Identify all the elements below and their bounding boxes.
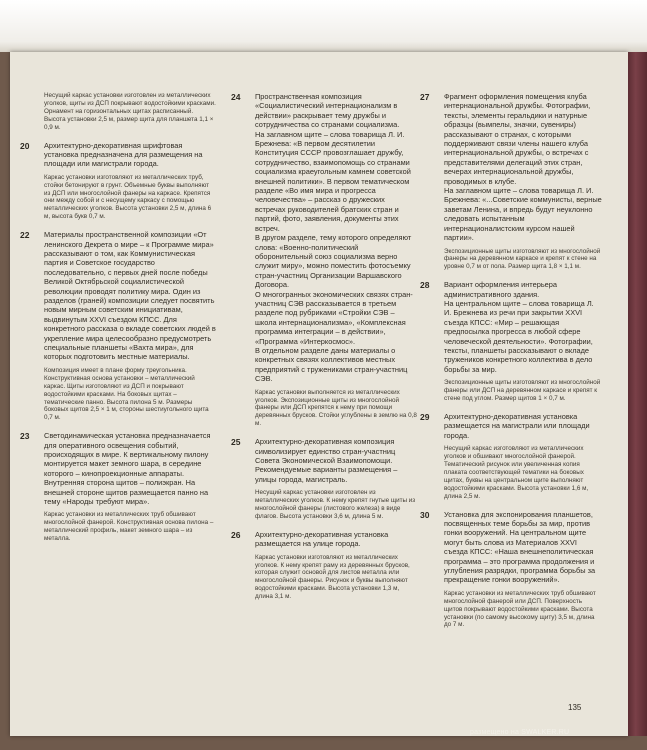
entry xyxy=(231,92,417,428)
entry-number: 30 xyxy=(420,509,430,520)
entry-number: 26 xyxy=(231,529,241,540)
entry-title: Материалы пространственной композиции «От ленинского Декрета о мире – к Программе мира» рассказывают о том, как Коммунистическая партия и Советское государство последовательно, с первых дней после победы Великой Октябрьской социалистической революции проводят политику мира. Один из разделов (граней) композиции следует посвятить новым мирным советским инициативам, выдвинутым XXVI съездом КПСС. Для конкретного рассказа о вкладе советских людей в укрепление мира целесообразно предусмотреть специальные планшеты «Вахта мира», для которых подготовить местные материалы. xyxy=(44,230,216,362)
page-number: 135 xyxy=(568,703,582,712)
entry-number: 22 xyxy=(20,230,30,241)
entry-detail: Каркас установки изготовляют из металлических уголков. К нему крепят раму из деревянных брусков, которая служит основой для листов металла или многослойной фанеры. Рисунок и буквы выполняют водостойкими красками. Высота установки 1,3 м, длина 3,1 м. xyxy=(255,553,410,601)
top-shadow-band xyxy=(0,0,647,52)
text-column-middle xyxy=(231,92,417,610)
entry xyxy=(231,530,417,601)
watermark-text: размещено на SWALKER.RU xyxy=(470,729,570,736)
entry-detail: Каркас установки выполняется из металлических уголков. Экспозиционные щиты из многослойной фанеры или ДСП крепятся к нему при помощи деревянных брусков. Стойки углублены в землю на 0,8 м. xyxy=(255,388,417,428)
entry-number: 27 xyxy=(420,92,430,102)
entry xyxy=(20,141,216,222)
entry-title: Пространственная композиция «Социалистический интернационализм в действии» раскрывает тему дружбы и сотрудничества со странами социализма. На заглавном щите – слова товарища Л. И. Брежнева: «В первом десятилетии Конституция СССР провозглашает дружбу, сотрудничество, взаимопомощь со странами социализма краеугольным камнем советской внешней политики». В первом тематическом разделе «Во имя мира и прогресса человечества» – рассказ о дружеских встречах руководителей братских стран и партий, фото, заявления, документы этих встреч. В другом разделе, тему которого определяют слова: «Военно-политический оборонительный союз социализма верно служит миру», можно поместить фотосъемку стран-участниц Организации Варшавского Договора. О многогранных экономических связях стран-участниц СЭВ рассказывается в третьем разделе под рубриками «Стройки СЭВ – школа интернационализма», «Комплексная программа интеграции – в действии», «Программа «Интеркосмос». В отдельном разделе даны материалы о конкретных связях коллективов местных предприятий с тружениками стран-участниц СЭВ. xyxy=(255,92,413,384)
entry-number: 23 xyxy=(20,431,30,442)
book-binding xyxy=(628,52,647,736)
entry-detail: Несущий каркас изготовляют из металлических уголков и обшивают многослойной фанерой. Тематический рисунок или увеличенная копия плаката соответствующей тематики на боковых щитах, буквы на центральном щите выполняют водостойкими красками. Высота установки 1,6 м, длина 2,5 м. xyxy=(444,445,589,500)
entry-title: Архитектурно-декоративная шрифтовая установка предназначена для размещения на площади или магистрали города. xyxy=(44,140,203,169)
entry-detail: Экспозиционные щиты изготовляют из многослойной фанеры на деревянном каркасе и крепят к стене на уровне 0,7 м от пола. Размер щита 1,8 × 1,1 м. xyxy=(444,247,601,271)
entry-number: 24 xyxy=(231,92,241,102)
text-column-right xyxy=(420,92,602,638)
entry-number: 25 xyxy=(231,437,241,448)
entry xyxy=(420,92,602,271)
entry-number: 28 xyxy=(420,280,430,291)
entry-title: Светодинамическая установка предназначается для оперативного освещения событий, происходящих в мире. К вертикальному пилону монтируется макет земного шара, в середине которого – кинопроекционные аппараты. Внутренняя сторона щитов – полиэкран. На внешней стороне щитов размещается панно на тему «Народы требуют мира». xyxy=(44,431,211,507)
entry-detail: Каркас установки из металлических труб обшивают многослойной фанерой или ДСП. Поверхность щитов покрывают водостойкими красками. Высота установки (по самому высокому щиту) 3,5 м, длина до 7 м. xyxy=(444,589,596,629)
entry-title: Фрагмент оформления помещения клуба интернациональной дружбы. Фотографии, тексты, элементы геральдики и натурные образцы (вымпелы, значки, сувениры) рассказывают о странах, с которыми поддерживают связи члены нашего клуба интернациональной дружбы, о встречах с представителями делегаций этих стран, вечерах интернациональной дружбы, проводимых в клубе. На заглавном щите – слова товарища Л. И. Брежнева: «...Советские коммунисты, верные заветам Ленина, и впредь будут неуклонно следовать испытанным интернационалистским курсом нашей партии». xyxy=(444,92,602,243)
entry-detail: Каркас установки изготовляют из металлических труб, стойки бетонируют в грунт. Объемные буквы выполняют из ДСП или многослойной фанеры на каркасе. Крепятся они между собой и с несущему каркасу с помощью металлических уголков. Высота установки 2,5 м, длина 6 м, высота букв 0,7 м. xyxy=(44,173,212,221)
entry-detail: Композиция имеет в плане форму треугольника. Конструктивная основа установки – металлический каркас. Щиты изготовляют из ДСП и покрывают водостойкими красками. На боковых щитах – тематические панно. Высота пилона 5 м. Размеры боковых щитов 2,5 × 1 м, стороны шестиугольного щита 0,7 м. xyxy=(44,366,209,422)
entry-title: Архитектурно-декоративная установка размещается на улице города. xyxy=(255,529,389,549)
entry-detail: Несущий каркас установки изготовлен из металлических уголков. К нему крепят гнутые щиты из многослойной фанеры (листового железа) в виде флагов. Высота установки 3,6 м, длина 5 м. xyxy=(255,489,416,520)
lead-paragraph: Несущий каркас установки изготовлен из металлических уголков, щиты из ДСП покрывают водостойкими красками. Орнамент на горизонтальных щитах расписанный. Высота установки 2,5 м, размер щита для планшета 1,1 × 0,9 м. xyxy=(44,92,216,131)
entry xyxy=(420,510,602,630)
text-column-left xyxy=(20,92,216,552)
entry-detail: Каркас установки из металлических труб обшивают многослойной фанерой. Конструктивная основа пилона – металлический профиль, макет земного шара – из металла. xyxy=(44,511,214,543)
entry-number: 29 xyxy=(420,412,430,422)
entry-title: Архитектурно-декоративная установка размещается на магистрали или площади города. xyxy=(444,412,590,440)
entry xyxy=(420,280,602,403)
entry xyxy=(231,437,417,521)
entry xyxy=(420,412,602,501)
entry-title: Вариант оформления интерьера административного здания. На центральном щите – слова товарища Л. И. Брежнева из речи при закрытии XXVI съезда КПСС: «Мир – решающая предпосылка прогресса в любой сфере человеческой деятельности». Фотографии, тексты, планшеты рассказывают о вкладе тружеников конкретного коллектива в дело борьбы за мир. xyxy=(444,280,594,374)
entry xyxy=(20,230,216,422)
entry-detail: Экспозиционные щиты изготовляют из многослойной фанеры или ДСП на деревянном каркасе и крепят к стене под углом. Размер щитов 1 × 0,7 м. xyxy=(444,379,601,403)
entry-title: Установка для экспонирования планшетов, посвященных теме борьбы за мир, против гонки вооружений. На центральном щите могут быть слова из Материалов XXVI съезда КПСС: «Наша внешнеполитическая программа – это программа продолжения и углубления разрядки, программа борьбы за прекращение гонки вооружений». xyxy=(444,509,596,585)
entry-number: 20 xyxy=(20,140,30,151)
entry xyxy=(20,431,216,543)
entry-title: Архитектурно-декоративная композиция символизирует единство стран-участниц Совета Экономической Взаимопомощи. Рекомендуемые варианты размещения – улицы города, магистраль. xyxy=(255,437,398,484)
